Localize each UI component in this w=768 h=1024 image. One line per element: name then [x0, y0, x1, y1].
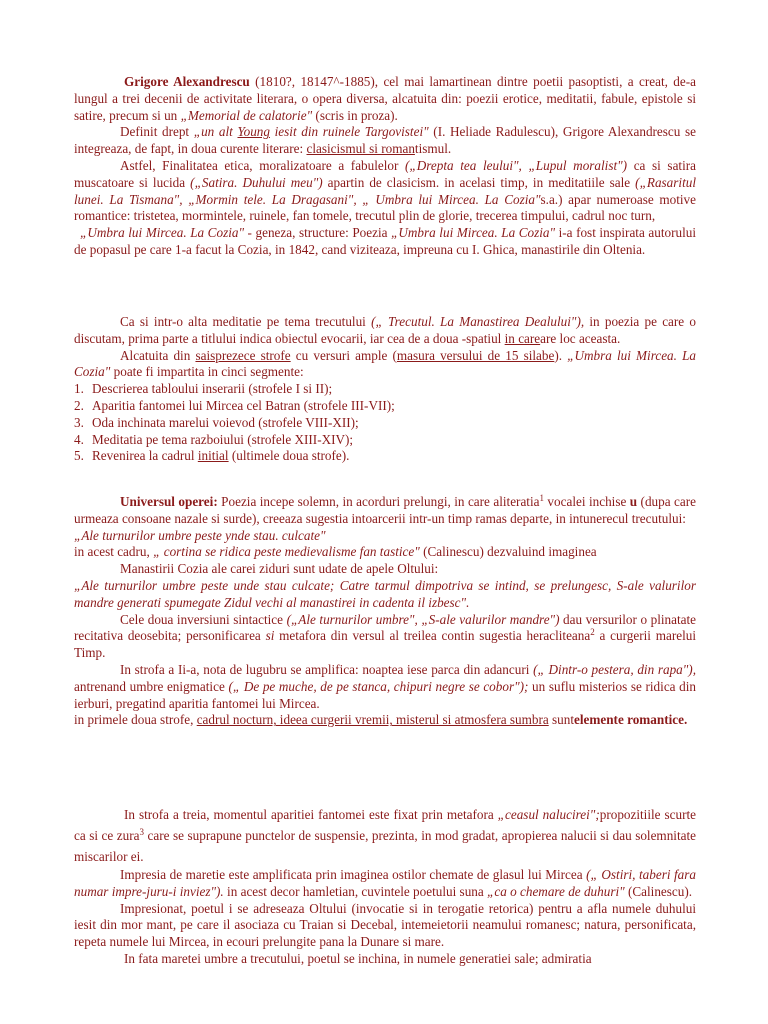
paragraph-definition: Definit drept „un alt Young iesit din ruinele Targovistei" (I. Heliade Radulescu), Grigore Alexandrescu se integreaza, de fapt, in doua curente literare: clasicismul si romantismul. [74, 124, 696, 157]
segments-list [74, 381, 696, 465]
section-heading: Universul operei: [120, 494, 218, 509]
paragraph-intro: Grigore Alexandrescu (1810?, 18147^-1885), cel mai lamartinean dintre poetii pasoptisti, a creat, de-a lungul a trei decenii de activitate literara, o opera diversa, alcatuita din: poezii erotice, meditatii, fabule, epistole si satire, precum si un „Memorial de calatorie" (scris in proza). Definit drept „un alt Young iesit din ruinele Targovistei" (I. Heliade Radulescu), Grigore Alexandrescu se integreaza, de fapt, in doua curente literare: clasicismul si romantismul. Astfel, Finalitatea etica, moralizatoare a fabulelor („Drepta tea leului", „Lupul moralist") ca si satira muscatoare si lucida („Satira. Duhului meu") apartin de clasicism. in acelasi timp, in meditatiile sale („Rasaritul lunei. La Tismana", „Mormin tele. La Dragasani", „ Umbra lui Mircea. La Cozia"s.a.) apar numeroase motive romantice: tristetea, mormintele, ruinele, fan tomele, trecutul plin de glorie, trecerea timpului, cadrul noc turn, „Umbra lui Mircea. La Cozia" - geneza, structure: Poezia „Umbra lui Mircea. La Cozia" i-a fost inspirata autorului de popasul pe care 1-a facut la Cozia, in 1842, cand viziteaza, impreuna cu I. Ghica, manastirile din Oltenia. [74, 74, 696, 257]
list-item: 5. Revenirea la cadrul initial (ultimele doua strofe). [74, 448, 350, 464]
author-name: Grigore Alexandrescu [124, 74, 250, 89]
paragraph-meditatie: Ca si intr-o alta meditatie pe tema trecutului („ Trecutul. La Manastirea Dealului"), in poezia pe care o discutam, prima parte a titlului indica obiectul evocarii, iar cea de a doua -spatiul in careare loc aceasta. [74, 314, 696, 346]
paragraph-ceasul: In strofa a treia, momentul aparitiei fantomei este fixat prin metafora „ceasul nalucirei";propozitiile scurte ca si ce zura$^3$ care se suprapune punctelor de suspensie, prezinta, in mod gradat, apropierea nalucii si dau solemnitate miscarilor ei. [74, 807, 696, 864]
paragraph-cozia: Manastirii Cozia ale carei ziduri sunt udate de apele Oltului: [120, 561, 439, 577]
paragraph-segmente: Alcatuita din saisprezece strofe cu versuri ample (masura versului de 15 silabe). „Umbra lui Mircea. La Cozia" poate fi impartita in cinci segmente: [74, 347, 696, 380]
quote-2: „Ale turnurilor umbre peste unde stau culcate; Catre tarmul dimpotriva se intind, se prelungesc, S-ale valurilor mandre generati spumegate Zidul vechi al manastirei in cadenta il izbesc". [74, 577, 696, 610]
list-item: 4. Meditatia pe tema razboiului (strofele XIII-XIV); [74, 431, 354, 447]
paragraph-impresionat: Impresionat, poetul i se adreseaza Oltului (invocatie si in terogatie retorica) pentru a afla numele duhului iesit din mor mant, pe care il asociaza cu Traian si Decebal, intemeietorii neamului romanesc; natura, personificata, repeta numele lui Mircea, in ecouri prelungite pana la Dunare si mare. [74, 900, 696, 950]
paragraph-structure [74, 314, 696, 465]
paragraph-inversiuni: Cele doua inversiuni sintactice („Ale turnurilor umbre", „S-ale valurilor mandre") dau versurilor o plinatate recitativa deosebita; personificarea si metafora din versul al treilea contin sugestia heracliteana$^2$ a curgerii marelui Timp. [74, 611, 697, 661]
paragraph-strofa-2: In strofa a Ii-a, nota de lugubru se amplifica: noaptea iese parca din adancuri („ Dintr-o pestera, din rapa"), antrenand umbre enigmatice („ De pe muche, de pe stanca, chipuri negre se cobor"); un suflu misterios se ridica din ierburi, pregatind aparitia fantomei lui Mircea. [74, 661, 697, 711]
paragraph-cortina: in acest cadru, „ cortina se ridica peste medievalisme fan tastice" (Calinescu) dezvaluind imaginea [74, 544, 597, 560]
list-item: 3. Oda inchinata marelui voievod (strofele VIII-XII); [74, 414, 359, 430]
paragraph-universul: Universul operei: Poezia incepe solemn, in acorduri prelungi, in care aliteratia$^1$ vocalei inchise u (dupa care urmeaza consoane nazale si surde), creeaza sugestia intoarcerii intr-un timp ramas departe, in intunerecul trecutului: [74, 493, 696, 526]
paragraph-primele: in primele doua strofe, cadrul nocturn, ideea curgerii vremii, misterul si atmosfera sumbra suntelemente romantice. [74, 712, 688, 728]
paragraph-universe [74, 494, 696, 729]
paragraph-astfel: Astfel, Finalitatea etica, moralizatoare a fabulelor („Drepta tea leului", „Lupul moralist") ca si satira muscatoare si lucida („Satira. Duhului meu") apartin de clasicism. in acelasi timp, in meditatiile sale („Rasaritul lunei. La Tismana", „Mormin tele. La Dragasani", „ Umbra lui Mircea. La Cozia"s.a.) apar numeroase motive romantice: tristetea, mormintele, ruinele, fan tomele, trecutul plin de glorie, trecerea timpului, cadrul noc turn, [74, 157, 696, 224]
paragraph-strofa-3 [74, 804, 696, 968]
paragraph-geneza: „Umbra lui Mircea. La Cozia" - geneza, structure: Poezia „Umbra lui Mircea. La Cozia" i-a fost inspirata autorului de popasul pe care 1-a facut la Cozia, in 1842, cand viziteaza, impreuna cu I. Ghica, manastirile din Oltenia. [74, 225, 696, 257]
paragraph-maretie: Impresia de maretie este amplificata prin imaginea ostilor chemate de glasul lui Mircea („ Ostiri, taberi fara numar impre-juru-i inviez"). in acest decor hamletian, cuvintele poetului suna „ca o chemare de duhuri" (Calinescu). [74, 867, 696, 899]
paragraph-umbre: In fata maretei umbre a trecutului, poetul se inchina, in numele generatiei sale; admiratia [124, 950, 592, 966]
quote-1: „Ale turnurilor umbre peste ynde stau. culcate" [74, 527, 326, 543]
list-item: 2. Aparitia fantomei lui Mircea cel Batran (strofele III-VII); [74, 397, 395, 413]
list-item: 1. Descrierea tabloului inserarii (strofele I si II); [74, 381, 333, 397]
